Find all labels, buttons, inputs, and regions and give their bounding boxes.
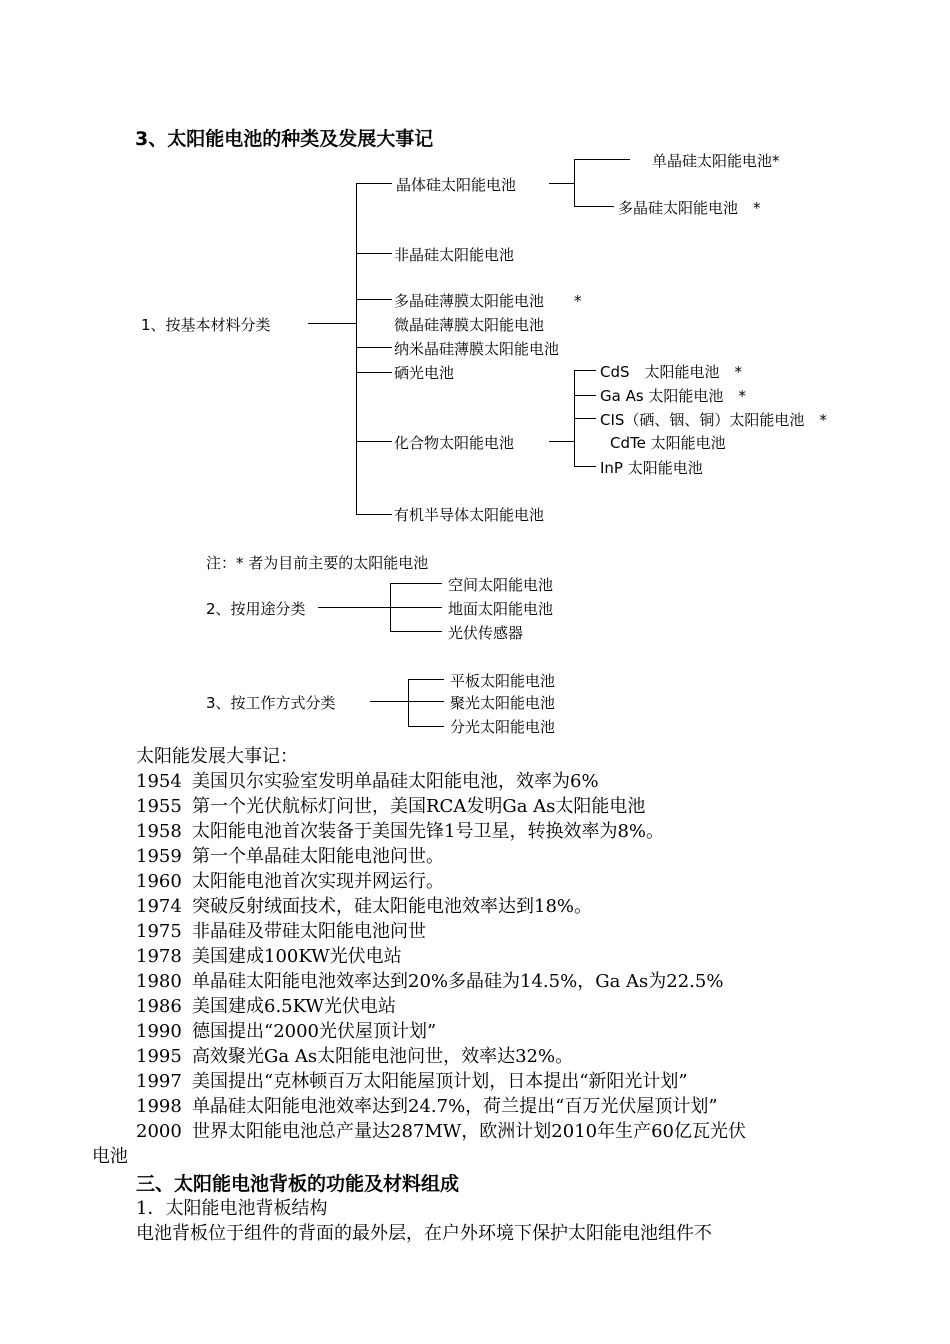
poly-film-label: 多晶硅薄膜太阳能电池 * (394, 292, 582, 310)
event-text: 世界太阳能电池总产量达287MW，欧洲计划2010年生产60亿瓦光伏 (192, 1121, 746, 1142)
sub-heading: 1．太阳能电池背板结构 (136, 1198, 328, 1219)
event-text: 美国贝尔实验室发明单晶硅太阳能电池，效率为6% (192, 771, 599, 792)
event-text-continued: 电池 (92, 1146, 128, 1167)
pv-sensor-label: 光伏传感器 (448, 624, 524, 642)
event-year: 1975 (136, 921, 182, 942)
compound-cell-label: 化合物太阳能电池 (394, 434, 515, 452)
event-text: 太阳能电池首次实现并网运行。 (192, 871, 444, 892)
event-text: 美国建成6.5KW光伏电站 (192, 996, 396, 1017)
ground-cell-label: 地面太阳能电池 (448, 600, 554, 618)
event-row (136, 842, 444, 868)
event-year: 1955 (136, 796, 182, 817)
event-text: 德国提出“2000光伏屋顶计划” (192, 1021, 437, 1042)
selenium-cell-label: 硒光电池 (394, 364, 455, 382)
event-row (136, 1067, 688, 1093)
concentrator-cell-label: 聚光太阳能电池 (450, 694, 556, 712)
event-row (136, 1092, 718, 1118)
event-year: 1978 (136, 946, 182, 967)
event-text: 突破反射绒面技术，硅太阳能电池效率达到18%。 (192, 896, 593, 917)
event-year: 1980 (136, 971, 182, 992)
event-row (136, 1017, 436, 1043)
note-text: 注：* 者为目前主要的太阳能电池 (206, 554, 429, 572)
poly-silicon-label: 多晶硅太阳能电池 * (618, 199, 761, 217)
event-row (136, 892, 592, 918)
event-year: 1995 (136, 1046, 182, 1067)
event-row (136, 992, 396, 1018)
event-row (136, 817, 664, 843)
event-text: 美国提出“克林顿百万太阳能屋顶计划，日本提出“新阳光计划” (192, 1071, 688, 1092)
event-year: 1960 (136, 871, 182, 892)
event-text: 非晶硅及带硅太阳能电池问世 (192, 921, 426, 942)
events-title: 太阳能发展大事记： (136, 746, 298, 767)
event-row (136, 1042, 573, 1068)
event-year: 1997 (136, 1071, 182, 1092)
space-cell-label: 空间太阳能电池 (448, 576, 554, 594)
event-row (136, 917, 426, 943)
tree-1-root-label: 1、按基本材料分类 (141, 316, 271, 334)
event-text: 单晶硅太阳能电池效率达到24.7%，荷兰提出“百万光伏屋顶计划” (192, 1096, 718, 1117)
event-year: 1958 (136, 821, 182, 842)
cis-cell-label: CIS（硒、铟、铜）太阳能电池 * (600, 411, 827, 429)
event-year: 1974 (136, 896, 182, 917)
event-text: 美国建成100KW光伏电站 (192, 946, 402, 967)
event-text: 第一个单晶硅太阳能电池问世。 (192, 846, 444, 867)
body-paragraph: 电池背板位于组件的背面的最外层，在户外环境下保护太阳能电池组件不 (136, 1223, 712, 1244)
event-text: 第一个光伏航标灯问世，美国RCA发明Ga As太阳能电池 (192, 796, 646, 817)
event-row (136, 942, 402, 968)
flat-cell-label: 平板太阳能电池 (450, 672, 556, 690)
event-year: 1998 (136, 1096, 182, 1117)
event-text: 太阳能电池首次装备于美国先锋1号卫星，转换效率为8%。 (192, 821, 665, 842)
tree-3-root-label: 3、按工作方式分类 (206, 694, 336, 712)
event-row (136, 767, 599, 793)
amorphous-silicon-label: 非晶硅太阳能电池 (394, 246, 515, 264)
tree-2-root-label: 2、按用途分类 (206, 600, 306, 618)
mono-silicon-label: 单晶硅太阳能电池* (652, 152, 780, 170)
event-year: 1959 (136, 846, 182, 867)
nano-film-label: 纳米晶硅薄膜太阳能电池 (394, 340, 560, 358)
event-row (136, 792, 645, 818)
event-year: 1990 (136, 1021, 182, 1042)
gaas-cell-label: Ga As 太阳能电池 * (600, 387, 746, 405)
crystal-silicon-label: 晶体硅太阳能电池 (396, 176, 517, 194)
event-text: 高效聚光Ga As太阳能电池问世，效率达32%。 (192, 1046, 574, 1067)
micro-film-label: 微晶硅薄膜太阳能电池 (394, 316, 545, 334)
event-row (136, 1117, 746, 1143)
split-cell-label: 分光太阳能电池 (450, 718, 556, 736)
event-year: 2000 (136, 1121, 182, 1142)
inp-cell-label: InP 太阳能电池 (600, 459, 703, 477)
event-row (136, 867, 444, 893)
cds-cell-label: CdS 太阳能电池 * (600, 363, 743, 381)
event-text: 单晶硅太阳能电池效率达到20%多晶硅为14.5%，Ga As为22.5% (192, 971, 724, 992)
event-row (136, 967, 723, 993)
section-heading-three: 三、太阳能电池背板的功能及材料组成 (136, 1173, 460, 1195)
section-heading-3: 3、太阳能电池的种类及发展大事记 (135, 128, 434, 150)
cdte-cell-label: CdTe 太阳能电池 (610, 434, 726, 452)
event-year: 1986 (136, 996, 182, 1017)
organic-cell-label: 有机半导体太阳能电池 (394, 506, 545, 524)
event-year: 1954 (136, 771, 182, 792)
